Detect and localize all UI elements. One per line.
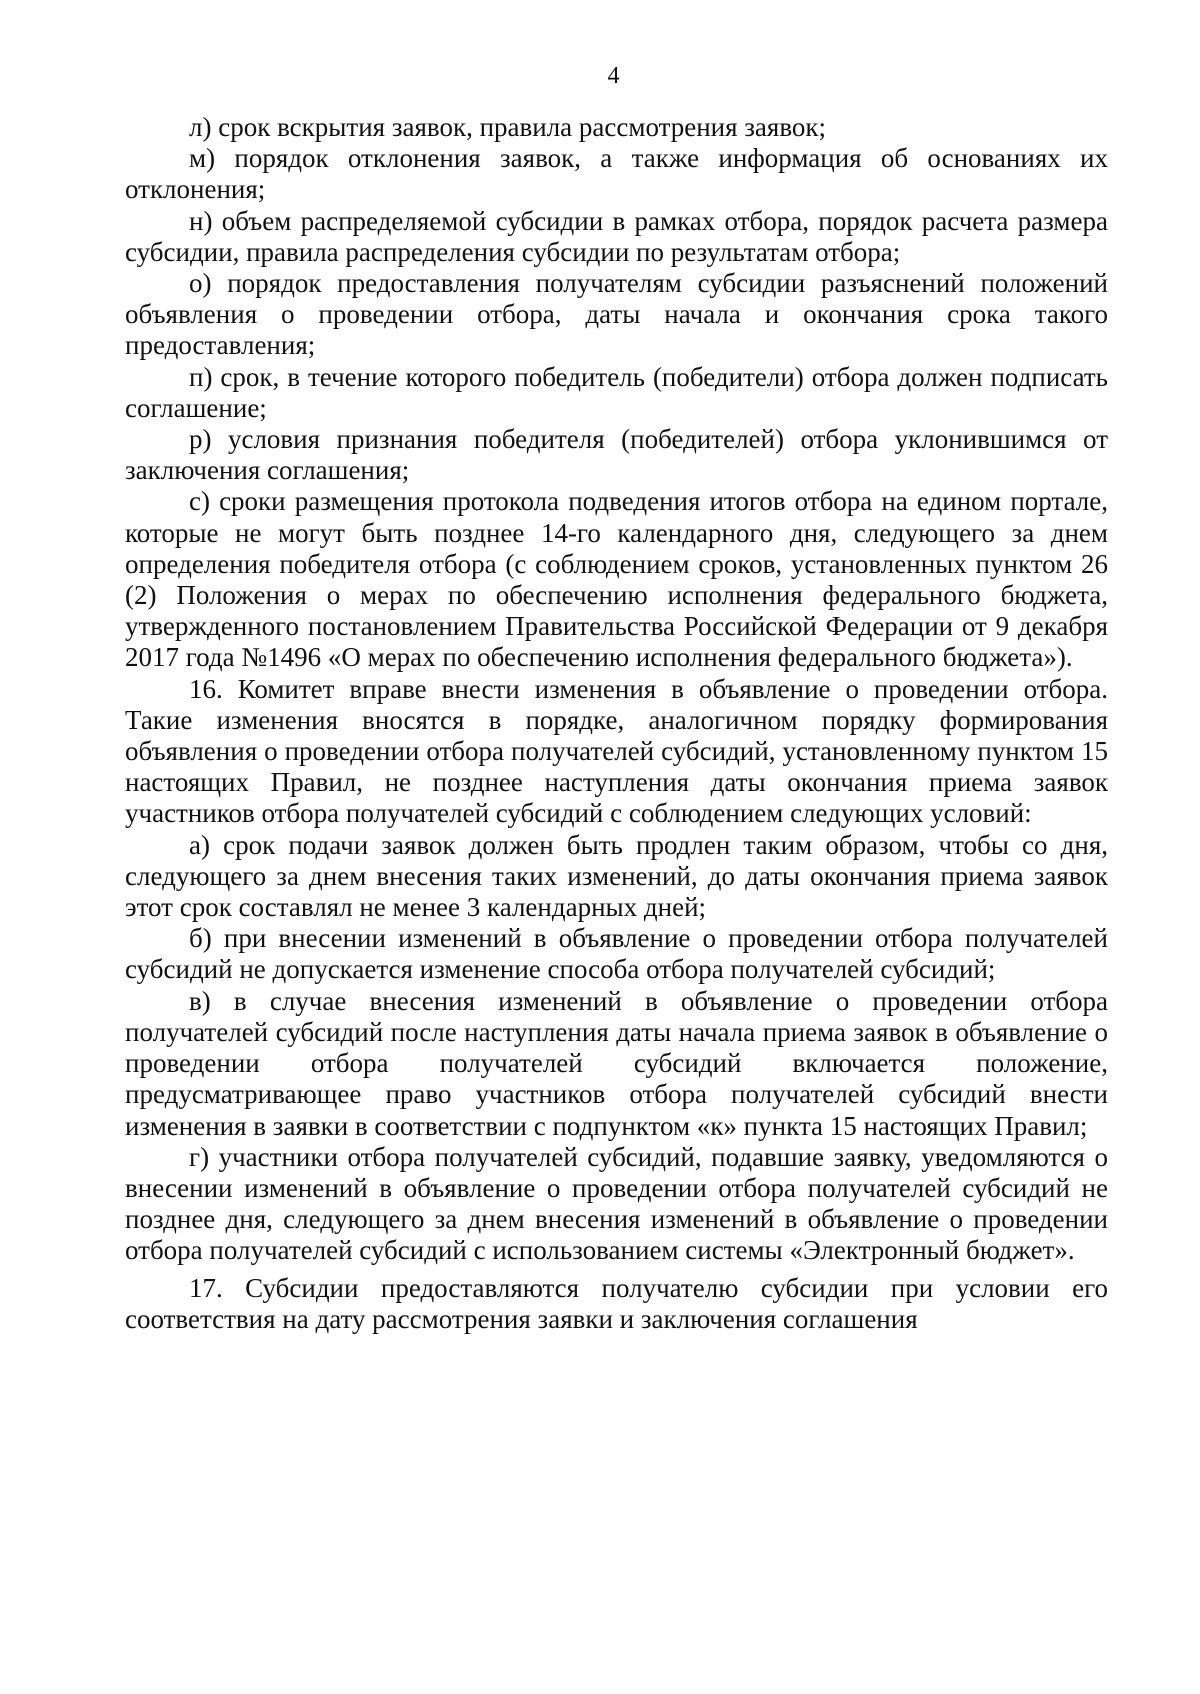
clause-r: р) условия признания победителя (победителей) отбора уклонившимся от заключения соглашения; [125,424,1108,486]
clause-s: с) сроки размещения протокола подведения итогов отбора на едином портале, которые не могут быть позднее 14-го календарного дня, следующего за днем определения победителя отбора (с соблюдением сроков, установленных пунктом 26 (2) Положения о мерах по обеспечению исполнения федерального бюджета, утвержденного постановлением Правительства Российской Федерации от 9 декабря 2017 года №1496 «О мерах по обеспечению исполнения федерального бюджета»). [125,486,1108,673]
clause-m: м) порядок отклонения заявок, а также информация об основаниях их отклонения; [125,143,1108,205]
document-body [125,112,1108,1335]
clause-l: л) срок вскрытия заявок, правила рассмотрения заявок; [189,112,827,142]
clause-a: а) срок подачи заявок должен быть продлен таким образом, чтобы со дня, следующего за днем внесения таких изменений, до даты окончания приема заявок этот срок составлял не менее 3 календарных дней; [125,829,1108,923]
section-16: 16. Комитет вправе внести изменения в объявление о проведении отбора. Такие изменения вносятся в порядке, аналогичном порядку формирования объявления о проведении отбора получателей субсидий, установленному пунктом 15 настоящих Правил, не позднее наступления даты окончания приема заявок участников отбора получателей субсидий с соблюдением следующих условий: [125,673,1108,829]
clause-v: в) в случае внесения изменений в объявление о проведении отбора получателей субсидий после наступления даты начала приема заявок в объявление о проведении отбора получателей субсидий включается положение, предусматривающее право участников отбора получателей субсидий внести изменения в заявки в соответствии с подпунктом «к» пункта 15 настоящих Правил; [125,985,1108,1141]
clause-g: г) участники отбора получателей субсидий, подавшие заявку, уведомляются о внесении изменений в объявление о проведении отбора получателей субсидий не позднее дня, следующего за днем внесения изменений в объявление о проведении отбора получателей субсидий с использованием системы «Электронный бюджет». [125,1141,1108,1266]
clause-b: б) при внесении изменений в объявление о проведении отбора получателей субсидий не допускается изменение способа отбора получателей субсидий; [125,923,1108,985]
section-17: 17. Субсидии предоставляются получателю субсидии при условии его соответствия на дату рассмотрения заявки и заключения соглашения [125,1272,1108,1334]
clause-o: о) порядок предоставления получателям субсидии разъяснений положений объявления о проведении отбора, даты начала и окончания срока такого предоставления; [125,268,1108,361]
clause-p: п) срок, в течение которого победитель (победители) отбора должен подписать соглашение; [125,361,1108,423]
clause-n: н) объем распределяемой субсидии в рамках отбора, порядок расчета размера субсидии, правила распределения субсидии по результатам отбора; [125,205,1108,267]
page-number: 4 [607,63,620,89]
